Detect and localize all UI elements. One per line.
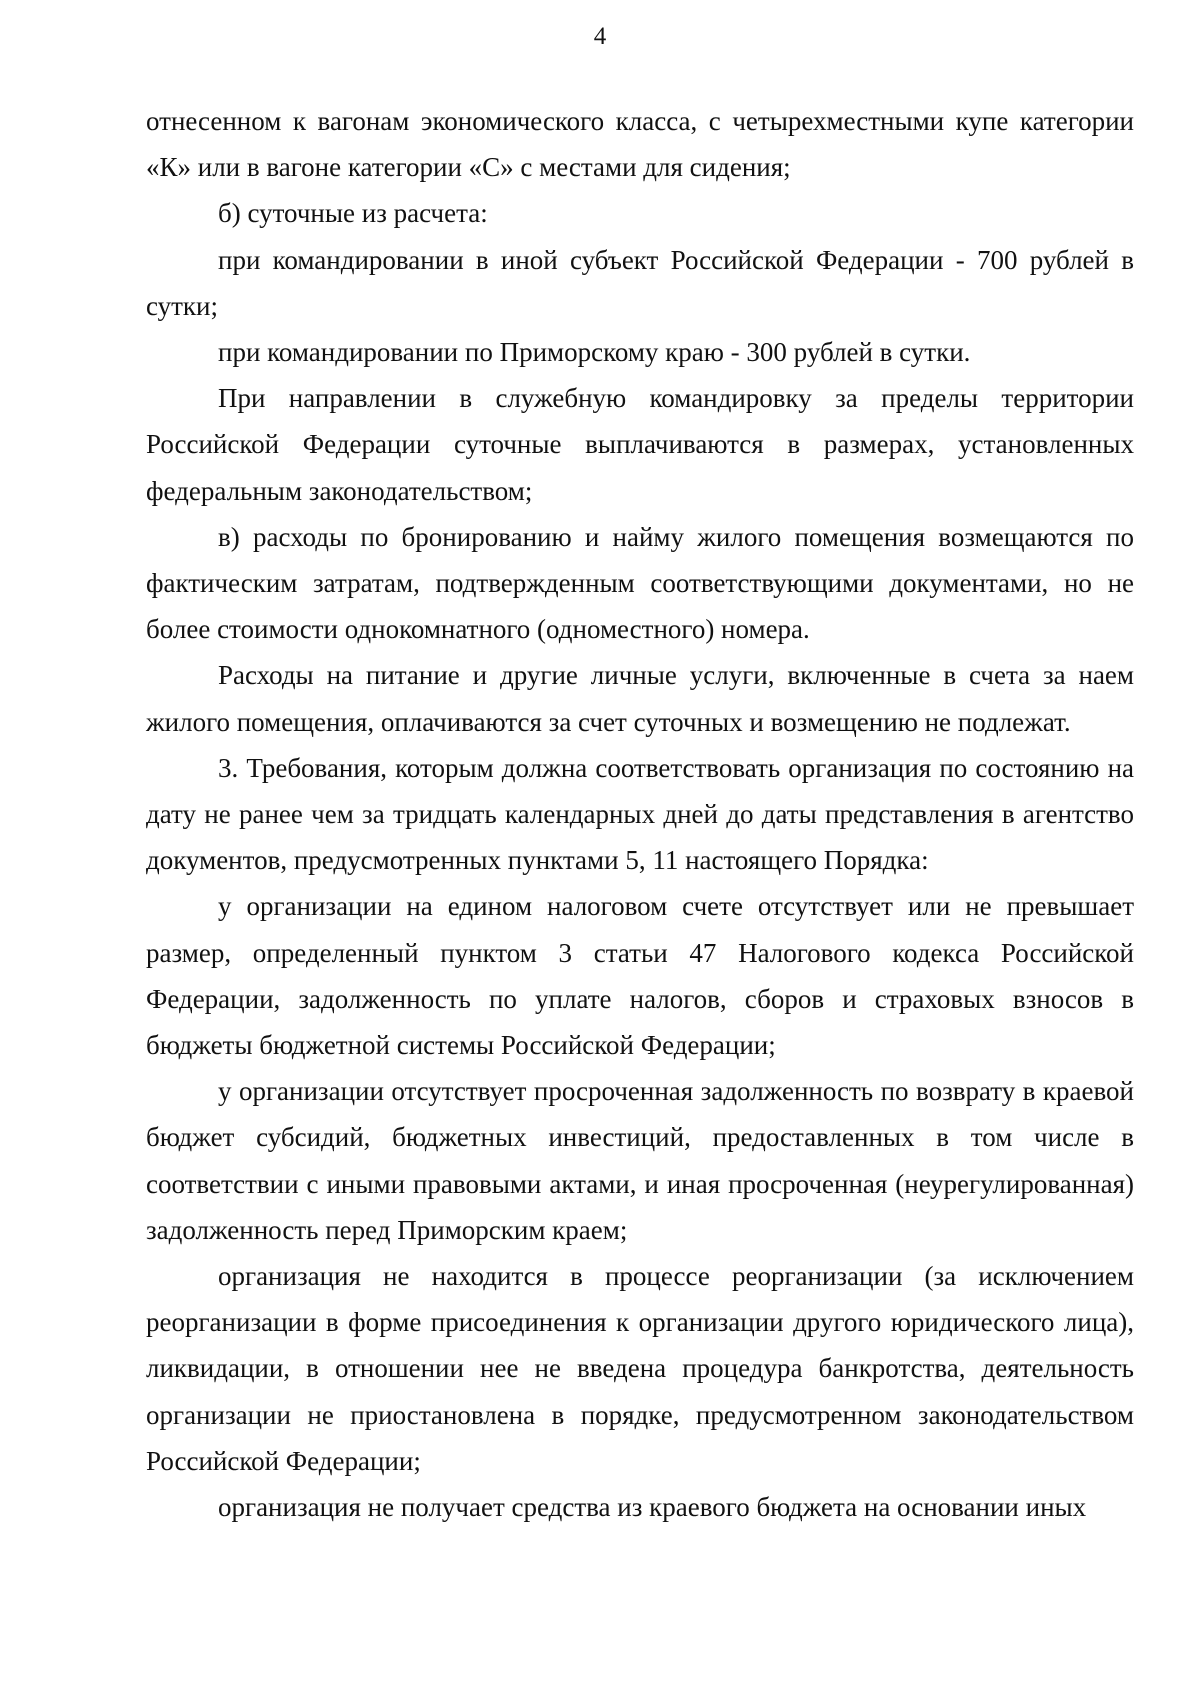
paragraph-primorsky-allowance: при командировании по Приморскому краю - 300 рублей в сутки. (218, 337, 971, 368)
paragraph-foreign-trip: При направлении в служебную командировку за пределы территории Российской Федерации суточные выплачиваются в размерах, установленных федеральным законодательством; (146, 383, 1134, 506)
paragraph-other-funding: организация не получает средства из краевого бюджета на основании иных (218, 1492, 1087, 1523)
paragraph-meal-costs: Расходы на питание и другие личные услуги, включенные в счета за наем жилого помещения, оплачиваются за счет суточных и возмещению не подлежат. (146, 660, 1134, 737)
paragraph-budget-debt: у организации отсутствует просроченная задолженность по возврату в краевой бюджет субсидий, бюджетных инвестиций, предоставленных в том числе в соответствии с иными правовыми актами, и иная просроченная (неурегулированная) задолженность перед Приморским краем; (146, 1076, 1134, 1245)
paragraph-accommodation-costs: в) расходы по бронированию и найму жилого помещения возмещаются по фактическим затратам, подтвержденным соответствующими документами, но не более стоимости однокомнатного (одноместного) номера. (146, 521, 1134, 645)
paragraph-requirements-item-3: 3. Требования, которым должна соответствовать организация по состоянию на дату не ранее чем за тридцать календарных дней до даты представления в агентство документов, предусмотренных пунктами 5, 11 настоящего Порядка: (146, 752, 1134, 876)
paragraph-tax-debt: у организации на едином налоговом счете отсутствует или не превышает размер, определенный пунктом 3 статьи 47 Налогового кодекса Российской Федерации, задолженность по уплате налогов, сборов и страховых взносов в бюджеты бюджетной системы Российской Федерации; (146, 891, 1134, 1061)
paragraph-other-region-allowance: при командировании в иной субъект Российской Федерации - 700 рублей в сутки; (146, 244, 1134, 321)
paragraph-continuation: отнесенном к вагонам экономического класса, с четырехместными купе категории «К» или в вагоне категории «С» с местами для сидения; (146, 106, 1134, 183)
paragraph-daily-allowance-heading: б) суточные из расчета: (218, 198, 488, 229)
page-number: 4 (593, 23, 607, 50)
paragraph-reorganization: организация не находится в процессе реорганизации (за исключением реорганизации в форме присоединения к организации другого юридического лица), ликвидации, в отношении нее не введена процедура банкротства, деятельность организации не приостановлена в порядке, предусмотренном законодательством Российской Федерации; (146, 1261, 1134, 1476)
document-body (146, 98, 1134, 1530)
